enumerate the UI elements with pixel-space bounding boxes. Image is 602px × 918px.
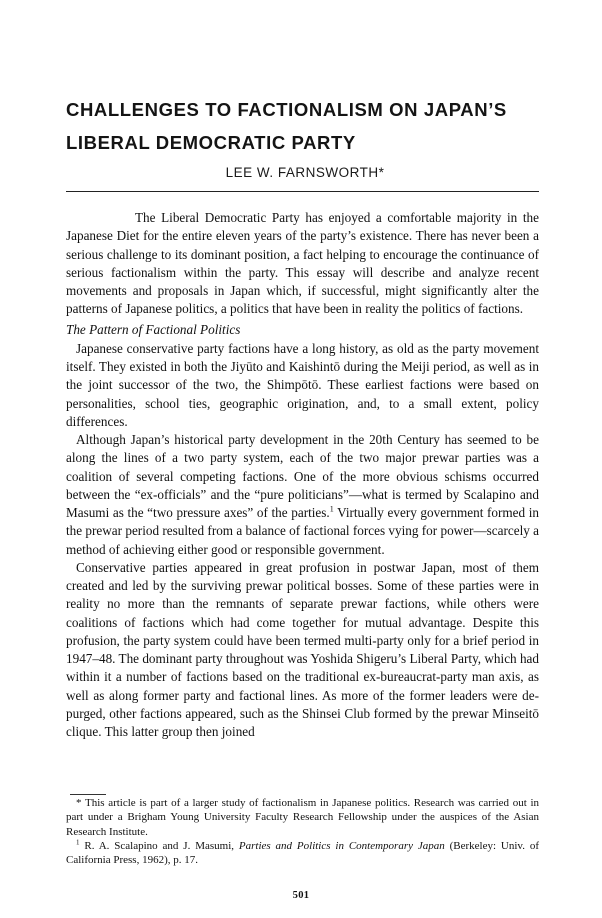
paragraph-prewar-text-a: Although Japan’s historical party development in the 20th Century has seemed to be along the lines of a two party system, each of the two major prewar parties was a coalition of several competing factions. One of the more obvious schisms occurred between the “ex-officials” and the “pure politicians”—what is termed by Scalapino and Masumi as the “two pressure axes” of the parties. xyxy=(66,432,539,520)
paragraph-intro: The Liberal Democratic Party has enjoyed a comfortable majority in the Japanese Diet for the entire eleven years of the party’s existence. There has never been a serious challenge to its dominant position, a fact helping to encourage the continuance of serious factionalism within the party. This essay will describe and analyze recent movements and proposals in Japan which, if successful, might significantly alter the patterns of Japanese politics, a politics that have been in reality the politics of factions. xyxy=(66,210,539,317)
footnote-1-number: 1 xyxy=(76,838,80,847)
footnote-1-book-title: Parties and Politics in Contemporary Japan xyxy=(238,839,445,852)
author-name: LEE W. FARNSWORTH* xyxy=(225,165,385,180)
footnote-1-text-pre: R. A. Scalapino and J. Masumi, xyxy=(79,839,239,852)
header-rule xyxy=(66,191,539,192)
page-number: 501 xyxy=(292,890,310,901)
footnote-ref-1: 1 xyxy=(329,504,334,514)
section-heading: The Pattern of Factional Politics xyxy=(66,321,241,337)
paragraph-postwar: Conservative parties appeared in great profusion in postwar Japan, most of them created and led by the surviving prewar political bosses. Some of these parties were in reality no more than the remnants of separate prewar factions, while others were coalitions of factions which had come together for mutual advantage. Despite this profusion, the party system could have been termed multi-party only for a brief period in 1947–48. The dominant party throughout was Yoshida Shigeru’s Liberal Party, which had within it a number of factions based on the traditional ex-bureaucrat-party man axis, as well as along former party and factional lines. As more of the former leaders were de-purged, other factions appeared, such as the Shinsei Club formed by the prewar Minseitō clique. This latter group then joined xyxy=(66,559,539,739)
paragraph-history: Japanese conservative party factions have a long history, as old as the party movement itself. They existed in both the Jiyūto and Kaishintō during the Meiji period, as well as in the joint successor of the two, the Shimpōtō. These earliest factions were based on personalities, school ties, geographic origination, and, to a small extent, policy differences. xyxy=(66,340,539,429)
footnote-1 xyxy=(66,839,539,868)
footnotes xyxy=(66,796,539,867)
paragraph-prewar xyxy=(66,431,539,559)
footnote-rule xyxy=(70,794,106,795)
paragraph-prewar-text-b: Virtually every government formed in the prewar period resulted from a balance of factional forces vying for power—scarcely a method of achieving either good or responsible government. xyxy=(66,505,539,557)
footnote-star: * This article is part of a larger study of factionalism in Japanese politics. Research was carried out in part under a Brigham Young University Faculty Research Fellowship under the auspices of the Asian Research Institute. xyxy=(66,797,539,838)
article-title-line-2: LIBERAL DEMOCRATIC PARTY xyxy=(66,132,356,153)
footnote-1-text-post: (Berkeley: Univ. of California Press, 1962), p. 17. xyxy=(66,839,539,867)
article-title-line-1: CHALLENGES TO FACTIONALISM ON JAPAN’S xyxy=(66,99,507,120)
article-body xyxy=(66,209,539,741)
